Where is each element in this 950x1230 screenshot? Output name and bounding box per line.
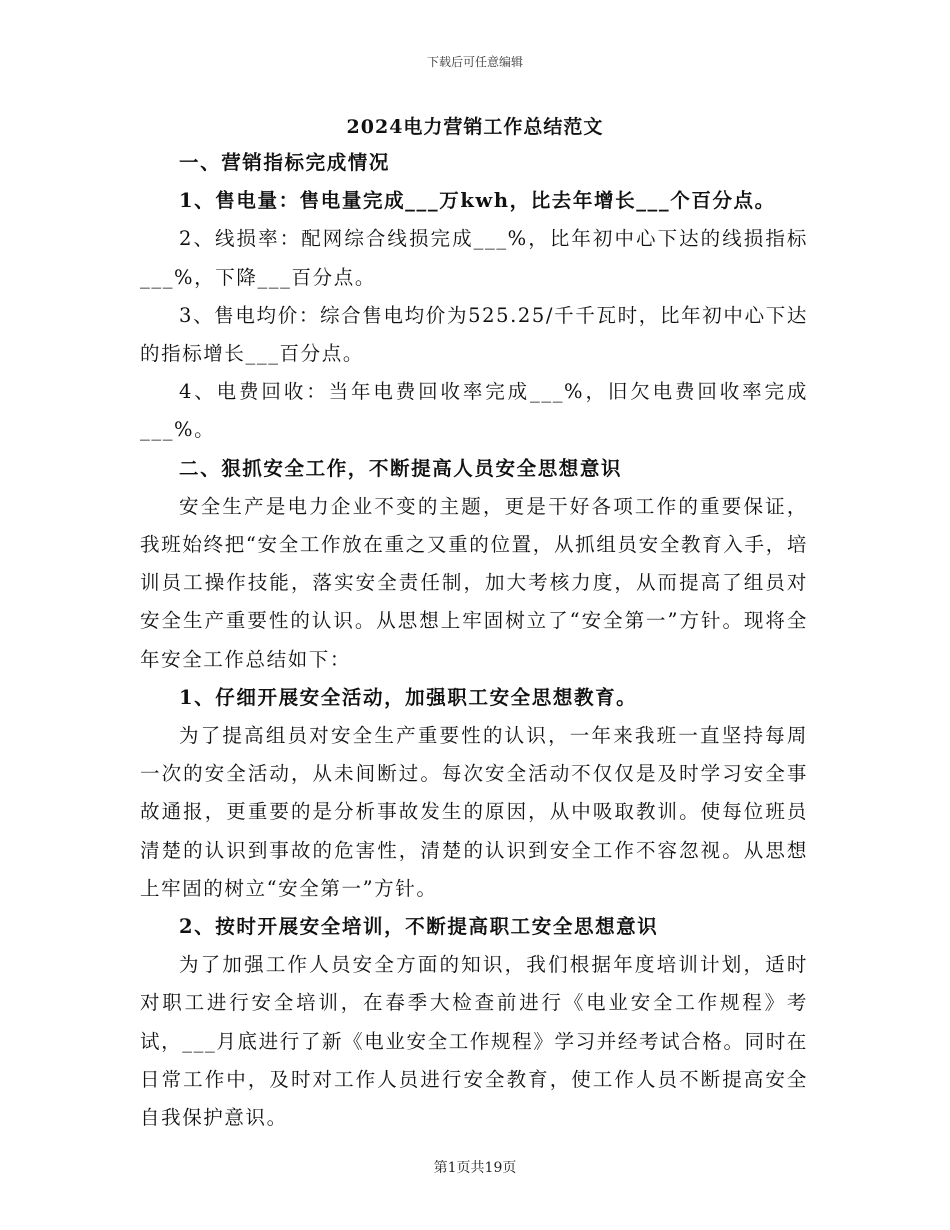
document-body xyxy=(140,144,808,1137)
safety-training-paragraph: 为了加强工作人员安全方面的知识，我们根据年度培训计划，适时对职工进行安全培训，在春季大检查前进行《电业安全工作规程》考试，___月底进行了新《电业安全工作规程》学习并经考试合格。同时在日常工作中，及时对工作人员进行安全教育，使工作人员不断提高安全自我保护意识。 xyxy=(140,953,808,1130)
item-sales-volume: 1、售电量：售电量完成___万kwh，比去年增长___个百分点。 xyxy=(179,189,776,213)
item-average-price: 3、售电均价：综合售电均价为525.25/千千瓦时，比年初中心下达的指标增长___百分点。 xyxy=(140,303,808,366)
subheading-safety-activities: 1、仔细开展安全活动，加强职工安全思想教育。 xyxy=(179,685,638,709)
item-line-loss: 2、线损率：配网综合线损完成___%，比年初中心下达的线损指标___%，下降___百分点。 xyxy=(140,227,808,289)
subheading-safety-training: 2、按时开展安全培训，不断提高职工安全思想意识 xyxy=(179,915,659,939)
safety-intro-paragraph: 安全生产是电力企业不变的主题，更是干好各项工作的重要保证，我班始终把“安全工作放在重之又重的位置，从抓组员安全教育入手，培训员工操作技能，落实安全责任制，加大考核力度，从而提高了组员对安全生产重要性的认识。从思想上牢固树立了“安全第一”方针。现将全年安全工作总结如下： xyxy=(140,494,808,671)
section-heading-1: 一、营销指标完成情况 xyxy=(179,151,391,174)
item-fee-recovery: 4、电费回收：当年电费回收率完成___%，旧欠电费回收率完成___%。 xyxy=(140,380,808,442)
safety-activities-paragraph: 为了提高组员对安全生产重要性的认识，一年来我班一直坚持每周一次的安全活动，从未间断过。每次安全活动不仅仅是及时学习安全事故通报，更重要的是分析事故发生的原因，从中吸取教训。使每位班员清楚的认识到事故的危害性，清楚的认识到安全工作不容忽视。从思想上牢固的树立“安全第一”方针。 xyxy=(140,724,808,900)
page-number: 第1页共19页 xyxy=(433,1160,517,1176)
page-header-note: 下载后可任意编辑 xyxy=(426,55,523,69)
document-title: 2024电力营销工作总结范文 xyxy=(346,116,604,138)
section-heading-2: 二、狠抓安全工作，不断提高人员安全思想意识 xyxy=(179,456,623,480)
